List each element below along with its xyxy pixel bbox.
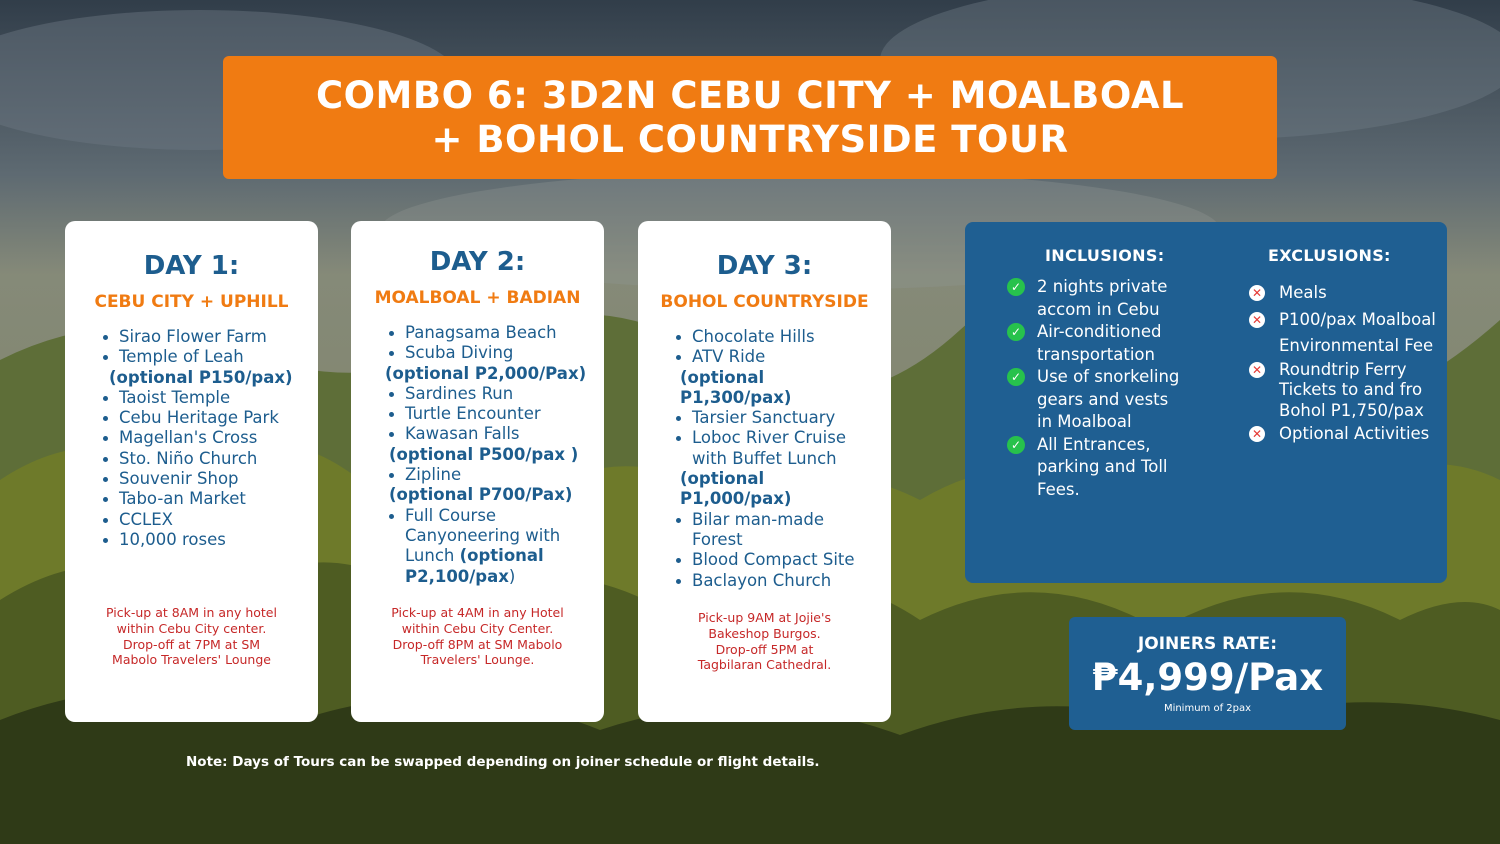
day-1-title: DAY 1: xyxy=(143,251,240,281)
list-item: Magellan's Cross xyxy=(79,428,304,448)
check-icon: ✓ xyxy=(1007,436,1025,454)
bullet-icon xyxy=(676,355,681,360)
title-line-1: COMBO 6: 3D2N CEBU CITY + MOALBOAL xyxy=(315,73,1185,117)
bullet-icon xyxy=(103,416,108,421)
inclusion-item: ✓ Use of snorkeling gears and vests in Moalboal xyxy=(1007,366,1207,434)
footer-note: Note: Days of Tours can be swapped depending on joiner schedule or flight details. xyxy=(186,754,820,770)
bullet-icon xyxy=(389,331,394,336)
bullet-icon xyxy=(103,396,108,401)
list-item: Cebu Heritage Park xyxy=(79,408,304,428)
list-item: Temple of Leah xyxy=(79,347,304,367)
bullet-icon xyxy=(389,473,394,478)
list-item: Panagsama Beach xyxy=(365,323,590,343)
bullet-icon xyxy=(103,457,108,462)
list-item: Baclayon Church xyxy=(652,571,877,591)
list-item: Sto. Niño Church xyxy=(79,449,304,469)
list-item: Sardines Run xyxy=(365,384,590,404)
list-item: Chocolate Hills xyxy=(652,327,877,347)
list-item: Souvenir Shop xyxy=(79,469,304,489)
inclusions-heading: INCLUSIONS: xyxy=(1045,246,1165,265)
optional-price: (optional P2,000/Pax) xyxy=(385,363,587,383)
list-item: Scuba Diving xyxy=(365,343,590,363)
joiners-rate-box xyxy=(1069,617,1346,730)
day-3-subtitle: BOHOL COUNTRYSIDE xyxy=(660,292,869,312)
day-1-card xyxy=(65,221,318,722)
inclusion-item: ✓ Air-conditioned transportation xyxy=(1007,321,1207,366)
bullet-icon xyxy=(389,392,394,397)
day-1-itinerary xyxy=(79,327,304,550)
bullet-icon xyxy=(676,518,681,523)
x-icon: ✕ xyxy=(1249,312,1265,328)
rate-price: ₱4,999/Pax xyxy=(1091,656,1324,699)
check-icon: ✓ xyxy=(1007,278,1025,296)
list-item: 10,000 roses xyxy=(79,530,304,550)
rate-label: JOINERS RATE: xyxy=(1137,634,1278,654)
bullet-icon xyxy=(103,477,108,482)
day-3-itinerary xyxy=(652,327,877,591)
list-item: Turtle Encounter xyxy=(365,404,590,424)
inclusion-item: ✓ All Entrances, parking and Toll Fees. xyxy=(1007,434,1207,502)
x-icon: ✕ xyxy=(1249,426,1265,442)
list-item: ATV Ride xyxy=(652,347,877,367)
optional-price: (optional P1,000/pax) xyxy=(680,469,792,509)
day-2-pickup-info: Pick-up at 4AM in any Hotel within Cebu City Center. Drop-off 8PM at SM Mabolo Travelers' Lounge. xyxy=(391,605,564,668)
list-item: Kawasan Falls xyxy=(365,424,590,444)
bullet-icon xyxy=(103,335,108,340)
day-2-itinerary xyxy=(365,323,590,587)
title-line-2: + BOHOL COUNTRYSIDE TOUR xyxy=(431,117,1069,161)
inclusion-item: ✓ 2 nights private accom in Cebu xyxy=(1007,276,1207,321)
bullet-icon xyxy=(103,436,108,441)
optional-price: (optional P1,300/pax) xyxy=(680,367,792,407)
exclusion-item: ✕ Optional Activities xyxy=(1249,424,1439,445)
list-item: CCLEX xyxy=(79,510,304,530)
optional-price: (optional P700/Pax) xyxy=(389,485,573,505)
list-item: Full Course Canyoneering with Lunch (optional P2,100/pax) xyxy=(365,506,590,587)
inclusions-list xyxy=(1007,276,1207,501)
bullet-icon xyxy=(103,518,108,523)
optional-price: (optional P500/pax ) xyxy=(389,444,579,464)
list-item: Sirao Flower Farm xyxy=(79,327,304,347)
check-icon: ✓ xyxy=(1007,323,1025,341)
list-item: Tabo-an Market xyxy=(79,489,304,509)
list-item: Tarsier Sanctuary xyxy=(652,408,877,428)
check-icon: ✓ xyxy=(1007,368,1025,386)
list-item: Bilar man-made Forest xyxy=(652,510,877,551)
bullet-icon xyxy=(389,351,394,356)
exclusion-item-continued: Environmental Fee xyxy=(1279,336,1434,355)
day-3-pickup-info: Pick-up 9AM at Jojie's Bakeshop Burgos. Drop-off 5PM at Tagbilaran Cathedral. xyxy=(697,610,832,673)
title-banner xyxy=(223,56,1277,179)
exclusions-heading: EXCLUSIONS: xyxy=(1268,246,1391,265)
bullet-icon xyxy=(103,538,108,543)
exclusion-item: ✕ Meals xyxy=(1249,283,1439,304)
bullet-icon xyxy=(103,497,108,502)
exclusions-list xyxy=(1249,283,1439,445)
day-3-card xyxy=(638,221,891,722)
bullet-icon xyxy=(389,432,394,437)
x-icon: ✕ xyxy=(1249,362,1265,378)
day-1-pickup-info: Pick-up at 8AM in any hotel within Cebu City center. Drop-off at 7PM at SM Mabolo Travelers' Lounge xyxy=(106,605,277,668)
list-item: Loboc River Cruise with Buffet Lunch xyxy=(652,428,877,469)
list-item: Blood Compact Site xyxy=(652,550,877,570)
day-2-card xyxy=(351,221,604,722)
bullet-icon xyxy=(103,355,108,360)
bullet-icon xyxy=(676,579,681,584)
bullet-icon xyxy=(676,436,681,441)
day-2-title: DAY 2: xyxy=(429,247,526,277)
day-1-subtitle: CEBU CITY + UPHILL xyxy=(94,292,289,312)
bullet-icon xyxy=(676,416,681,421)
exclusion-item: ✕ Roundtrip Ferry Tickets to and fro Bohol P1,750/pax xyxy=(1249,360,1439,422)
bullet-icon xyxy=(389,412,394,417)
day-3-title: DAY 3: xyxy=(716,251,813,281)
x-icon: ✕ xyxy=(1249,285,1265,301)
bullet-icon xyxy=(676,335,681,340)
exclusion-item: ✕ P100/pax Moalboal xyxy=(1249,310,1439,331)
day-2-subtitle: MOALBOAL + BADIAN xyxy=(374,288,581,308)
list-item: Zipline xyxy=(365,465,590,485)
bullet-icon xyxy=(389,514,394,519)
rate-minimum: Minimum of 2pax xyxy=(1163,703,1252,714)
inclusions-exclusions-panel xyxy=(965,222,1447,583)
bullet-icon xyxy=(676,558,681,563)
optional-price: (optional P150/pax) xyxy=(109,367,293,387)
list-item: Taoist Temple xyxy=(79,388,304,408)
